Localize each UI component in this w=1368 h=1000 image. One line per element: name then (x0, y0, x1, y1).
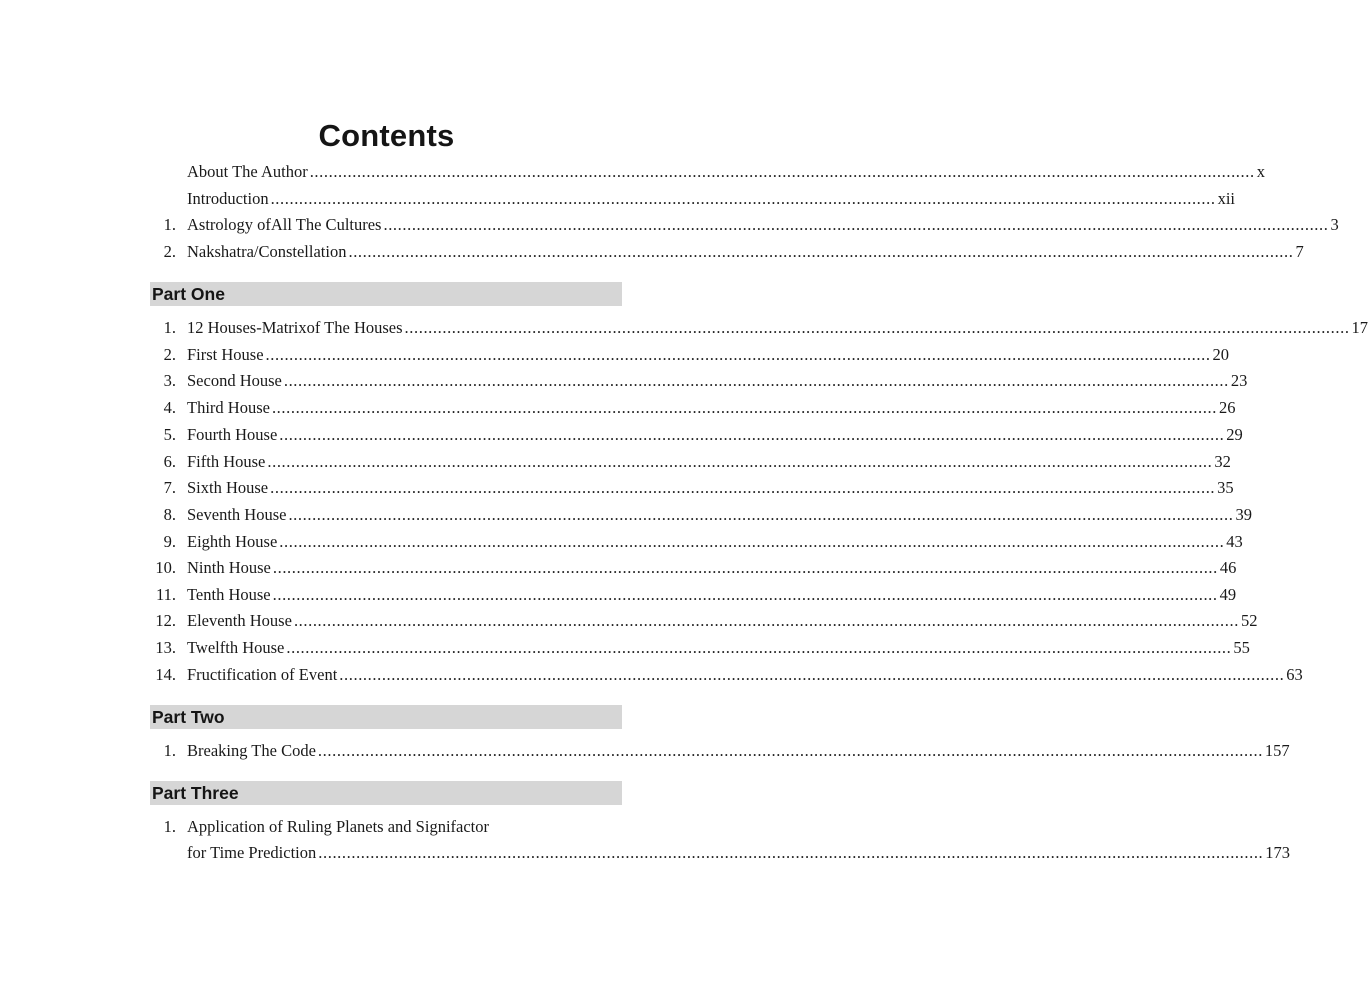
entry-page: 39 (1235, 505, 1252, 524)
dot-leader: ........................................................................................................................................................................................................ (309, 162, 1255, 181)
entry-title: Seventh House (187, 505, 287, 524)
page-title: Contents (318, 118, 455, 153)
entry-page: 63 (1286, 665, 1303, 684)
dot-leader: ........................................................................................................................................................................................................ (270, 189, 1216, 208)
dot-leader: ........................................................................................................................................................................................................ (267, 452, 1213, 471)
dot-leader: ........................................................................................................................................................................................................ (286, 638, 1232, 657)
entry-page: 17 (1351, 318, 1368, 337)
entry-page: 26 (1218, 398, 1236, 417)
toc-entry (152, 422, 1243, 448)
entry-page: xii (1217, 189, 1235, 208)
toc-entry (152, 449, 1231, 475)
entry-page: 29 (1226, 425, 1243, 444)
toc-entry (152, 239, 1304, 265)
entry-page: 49 (1219, 585, 1237, 604)
entry-title: for Time Prediction (187, 843, 317, 862)
toc-entry (152, 635, 1250, 661)
entry-page: x (1256, 162, 1265, 181)
dot-leader: ........................................................................................................................................................................................................ (271, 398, 1217, 417)
entry-number: 2. (163, 242, 176, 261)
entry-number: 12. (155, 611, 176, 630)
entry-title: Fourth House (187, 425, 278, 444)
entry-number: 1. (163, 817, 176, 836)
toc-entry (152, 582, 1237, 608)
part-two-heading: Part Two (150, 705, 622, 729)
entry-page: 157 (1264, 741, 1290, 760)
dot-leader: ........................................................................................................................................................................................................ (272, 585, 1218, 604)
entry-page: 35 (1217, 478, 1234, 497)
dot-leader: ........................................................................................................................................................................................................ (318, 843, 1264, 862)
toc-entry (152, 159, 1265, 185)
dot-leader: ........................................................................................................................................................................................................ (404, 318, 1350, 337)
entry-page: 52 (1240, 611, 1258, 630)
entry-number: 4. (163, 398, 176, 417)
dot-leader: ........................................................................................................................................................................................................ (279, 532, 1225, 551)
entry-number: 1. (163, 318, 176, 337)
entry-number: 14. (155, 665, 176, 684)
entry-number: 1. (163, 215, 176, 234)
entry-page: 7 (1295, 242, 1304, 261)
entry-number: 6. (163, 452, 176, 471)
dot-leader: ........................................................................................................................................................................................................ (339, 665, 1285, 684)
dot-leader: ........................................................................................................................................................................................................ (272, 558, 1218, 577)
toc-entry (152, 608, 1258, 634)
entry-page: 43 (1226, 532, 1243, 551)
dot-leader: ........................................................................................................................................................................................................ (293, 611, 1239, 630)
entry-page: 173 (1265, 843, 1291, 862)
toc-entry (152, 555, 1237, 581)
entry-number: 3. (163, 371, 176, 390)
entry-title: Introduction (187, 189, 269, 208)
toc-entry (152, 212, 1339, 238)
dot-leader: ........................................................................................................................................................................................................ (383, 215, 1329, 234)
toc-entry (152, 186, 1235, 212)
entry-title: About The Author (187, 162, 308, 181)
entry-number: 13. (155, 638, 176, 657)
part-one-heading: Part One (150, 282, 622, 306)
toc-entry (152, 368, 1248, 394)
dot-leader: ........................................................................................................................................................................................................ (348, 242, 1294, 261)
entry-title: Twelfth House (187, 638, 285, 657)
toc-entry (152, 502, 1252, 528)
entry-title: Astrology ofAll The Cultures (187, 215, 382, 234)
dot-leader: ........................................................................................................................................................................................................ (288, 505, 1234, 524)
entry-number: 2. (163, 345, 176, 364)
entry-title: Ninth House (187, 558, 271, 577)
entry-title: Tenth House (187, 585, 271, 604)
entry-number: 10. (155, 558, 176, 577)
entry-page: 20 (1212, 345, 1230, 364)
toc-entry (152, 662, 1303, 688)
toc-entry (152, 738, 1290, 764)
part-three-heading: Part Three (150, 781, 622, 805)
dot-leader: ........................................................................................................................................................................................................ (265, 345, 1211, 364)
entry-number: 1. (163, 741, 176, 760)
entry-title: Third House (187, 398, 270, 417)
toc-entry (152, 395, 1236, 421)
toc-entry (152, 342, 1230, 368)
entry-title: 12 Houses-Matrixof The Houses (187, 318, 403, 337)
dot-leader: ........................................................................................................................................................................................................ (279, 425, 1225, 444)
entry-title: First House (187, 345, 264, 364)
dot-leader: ........................................................................................................................................................................................................ (283, 371, 1229, 390)
toc-entry (152, 529, 1243, 555)
entry-title: Fifth House (187, 452, 266, 471)
entry-number: 7. (163, 478, 176, 497)
entry-title: Eighth House (187, 532, 278, 551)
entry-title: Eleventh House (187, 611, 292, 630)
entry-page: 32 (1214, 452, 1231, 471)
entry-page: 23 (1230, 371, 1248, 390)
entry-number: 11. (155, 585, 176, 604)
dot-leader: ........................................................................................................................................................................................................ (270, 478, 1216, 497)
toc-entry (152, 475, 1234, 501)
entry-title: Nakshatra/Constellation (187, 242, 347, 261)
entry-page: 46 (1219, 558, 1237, 577)
toc-entry (152, 315, 1368, 341)
entry-title: Sixth House (187, 478, 269, 497)
entry-page: 3 (1330, 215, 1339, 234)
entry-title: Fructification of Event (187, 665, 338, 684)
entry-number: 8. (163, 505, 176, 524)
entry-number: 5. (163, 425, 176, 444)
toc-entry (152, 814, 1291, 866)
dot-leader: ........................................................................................................................................................................................................ (317, 741, 1263, 760)
entry-page: 55 (1233, 638, 1250, 657)
entry-number: 9. (163, 532, 176, 551)
entry-title: Breaking The Code (187, 741, 316, 760)
entry-title-line-1: Application of Ruling Planets and Signifactor (187, 817, 489, 836)
entry-title: Second House (187, 371, 282, 390)
